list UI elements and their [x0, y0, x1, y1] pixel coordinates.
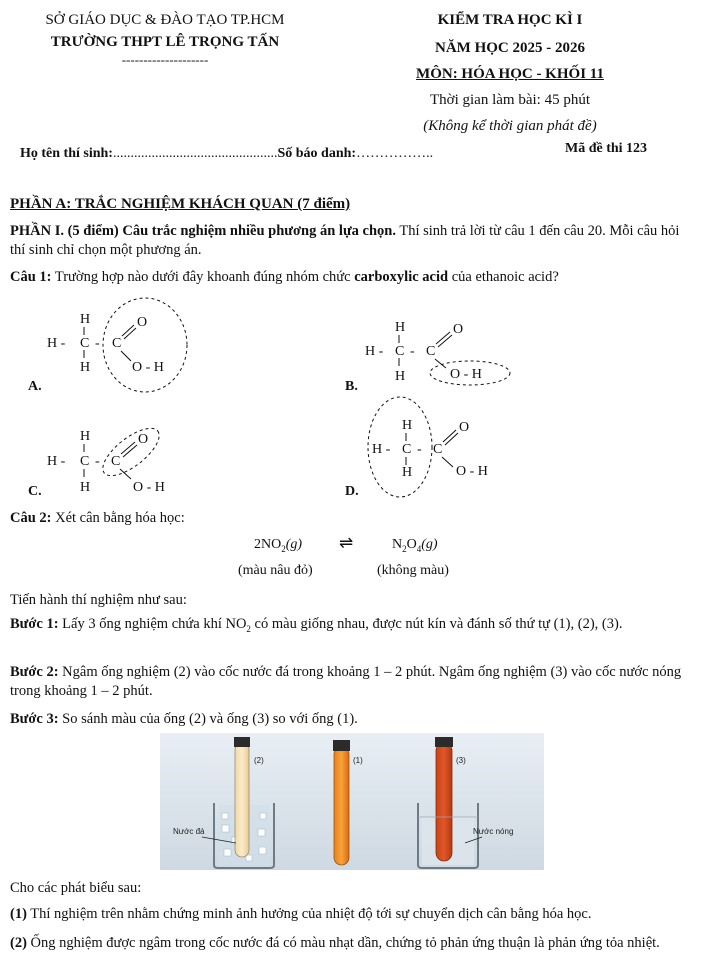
product-subscript: 2	[402, 543, 407, 554]
tube-2-stopper	[234, 737, 250, 747]
tube-3	[436, 743, 452, 861]
bond: -	[417, 442, 422, 457]
atom: H	[402, 465, 413, 480]
subject-line	[360, 66, 660, 83]
atom: H	[395, 320, 406, 335]
department-name: SỞ GIÁO DỤC & ĐÀO TẠO TP.HCM	[45, 12, 285, 28]
exam-code: Mã đề thi 123	[565, 141, 648, 156]
step-2-label: Bước 2:	[10, 664, 59, 680]
atom: C	[111, 454, 121, 469]
tube-1-stopper	[333, 740, 350, 751]
step-1-text: Lấy 3 ống nghiệm chứa khí NO	[58, 616, 247, 632]
atom: C	[80, 454, 90, 469]
product-state: (g)	[421, 537, 438, 552]
ice-water-label: Nước đá	[173, 827, 205, 836]
student-info-line	[20, 146, 560, 162]
header-divider: --------------------	[121, 52, 209, 67]
school-year: NĂM HỌC 2025 - 2026	[435, 40, 585, 56]
step-1-subscript: 2	[246, 623, 251, 634]
question-2-label: Câu 2:	[10, 510, 52, 526]
reactant-subscript: 2	[281, 543, 286, 554]
question-1-keyword: carboxylic acid	[354, 269, 449, 285]
option-d-structure[interactable]	[345, 397, 488, 499]
step-3-label: Bước 3:	[10, 711, 59, 727]
equilibrium-arrow: ⇌	[339, 533, 354, 552]
tube-3-label: (3)	[456, 756, 466, 765]
atom: H	[80, 429, 91, 444]
atom: H	[402, 418, 413, 433]
atom: C	[402, 442, 412, 457]
atom: O	[459, 420, 470, 435]
tube-2-label: (2)	[254, 756, 264, 765]
option-a-label: A.	[28, 379, 42, 394]
statement-1	[10, 905, 692, 924]
atom: H -	[365, 344, 384, 359]
reactant-state: (g)	[285, 537, 303, 552]
statements-intro: Cho các phát biểu sau:	[10, 880, 142, 896]
atom: H -	[47, 454, 66, 469]
reactant-color: (màu nâu đỏ)	[238, 563, 313, 578]
figure-background	[160, 733, 544, 870]
question-2-text: Xét cân bằng hóa học:	[51, 510, 185, 526]
product-color: (không màu)	[377, 563, 449, 578]
question-1-text-end: của ethanoic acid?	[448, 269, 559, 285]
tube-1-label: (1)	[353, 756, 363, 765]
school-name: TRƯỜNG THPT LÊ TRỌNG TẤN	[50, 34, 280, 50]
atom: O - H	[456, 464, 488, 479]
equation-product	[392, 537, 438, 554]
step-1	[10, 615, 692, 639]
option-b-label: B.	[345, 379, 358, 394]
question-1	[10, 268, 692, 287]
atom: H -	[372, 442, 391, 457]
product-subscript: 4	[416, 543, 422, 554]
procedure-intro: Tiến hành thí nghiệm như sau:	[10, 592, 187, 608]
hot-water-label: Nước nóng	[473, 827, 514, 836]
step-2	[10, 663, 692, 701]
atom: O - H	[132, 360, 164, 375]
statement-2-number: (2)	[10, 935, 27, 951]
atom: O	[453, 322, 464, 337]
tube-3-stopper	[435, 737, 453, 747]
atom: O	[137, 315, 148, 330]
option-a-structure[interactable]	[28, 298, 187, 394]
selection-circle	[96, 420, 167, 484]
atom: C	[112, 336, 122, 351]
step-2-text: Ngâm ống nghiệm (2) vào cốc nước đá trong khoảng 1 – 2 phút. Ngâm ống nghiệm (3) vào cốc nước nóng trong khoảng 1 – 2 phút.	[10, 664, 682, 699]
subject-text: MÔN: HÓA HỌC - KHỐI 11	[416, 66, 604, 82]
atom: H	[80, 480, 91, 495]
atom: C	[433, 442, 443, 457]
student-name-label: Họ tên thí sinh:	[20, 146, 113, 161]
step-3	[10, 710, 692, 729]
student-id-label: Số báo danh:	[277, 146, 357, 161]
section-1-text: Thí sinh trả lời từ câu 1 đến câu 20. Mỗi câu hỏi thí sinh chỉ chọn một phương án.	[10, 223, 680, 258]
atom: H	[80, 312, 91, 327]
atom: O	[138, 432, 149, 447]
option-c-label: C.	[28, 484, 42, 499]
product-formula-mid: O	[406, 537, 417, 552]
atom: O - H	[133, 480, 165, 495]
section-1-heading: PHẦN I. (5 điểm) Câu trắc nghiệm nhiều phương án lựa chọn.	[10, 223, 396, 239]
tube-1	[334, 747, 349, 865]
atom: H	[395, 369, 406, 384]
bond: -	[410, 344, 415, 359]
reactant-formula: 2NO	[254, 537, 282, 552]
question-1-label: Câu 1:	[10, 269, 52, 285]
statement-1-text: Thí nghiệm trên nhằm chứng minh ảnh hưởng của nhiệt độ tới sự chuyển dịch cân bằng hóa học.	[26, 906, 592, 922]
step-3-text: So sánh màu của ống (2) và ống (3) so với ống (1).	[58, 711, 358, 727]
atom: C	[80, 336, 90, 351]
atom: C	[395, 344, 405, 359]
bond: -	[95, 336, 100, 351]
experiment-figure	[160, 733, 544, 870]
exam-note: (Không kể thời gian phát đề)	[423, 118, 597, 134]
part-a-title	[10, 196, 350, 213]
exam-title: KIỂM TRA HỌC KÌ I	[437, 12, 583, 28]
question-2	[10, 509, 692, 528]
question-1-text: Trường hợp nào dưới đây khoanh đúng nhóm chức	[51, 269, 355, 285]
tube-2	[235, 743, 249, 857]
student-name-field[interactable]: ...............................................	[112, 146, 278, 161]
option-b-structure[interactable]	[345, 320, 510, 394]
step-1-label: Bước 1:	[10, 616, 59, 632]
question-1-structures	[0, 295, 702, 505]
statement-2	[10, 934, 692, 953]
option-c-structure[interactable]	[28, 420, 166, 499]
statement-1-number: (1)	[10, 906, 27, 922]
atom: H -	[47, 336, 66, 351]
statement-2-text: Ống nghiệm được ngâm trong cốc nước đá có màu nhạt dần, chứng tỏ phản ứng thuận là phản ứng tỏa nhiệt.	[26, 935, 660, 951]
atom: O - H	[450, 367, 482, 382]
bond: -	[95, 454, 100, 469]
part-a-title-text: PHẦN A: TRẮC NGHIỆM KHÁCH QUAN (7 điểm)	[10, 196, 351, 212]
product-formula: N	[392, 537, 403, 552]
exam-duration: Thời gian làm bài: 45 phút	[430, 92, 590, 108]
section-1-instructions	[10, 222, 692, 260]
atom: H	[80, 360, 91, 375]
student-id-field[interactable]: ……………..	[356, 146, 434, 161]
equation-reactant	[254, 537, 302, 554]
step-1-text-end: có màu giống nhau, được nút kín và đánh số thứ tự (1), (2), (3).	[250, 616, 623, 632]
option-d-label: D.	[345, 484, 359, 499]
atom: C	[426, 344, 436, 359]
